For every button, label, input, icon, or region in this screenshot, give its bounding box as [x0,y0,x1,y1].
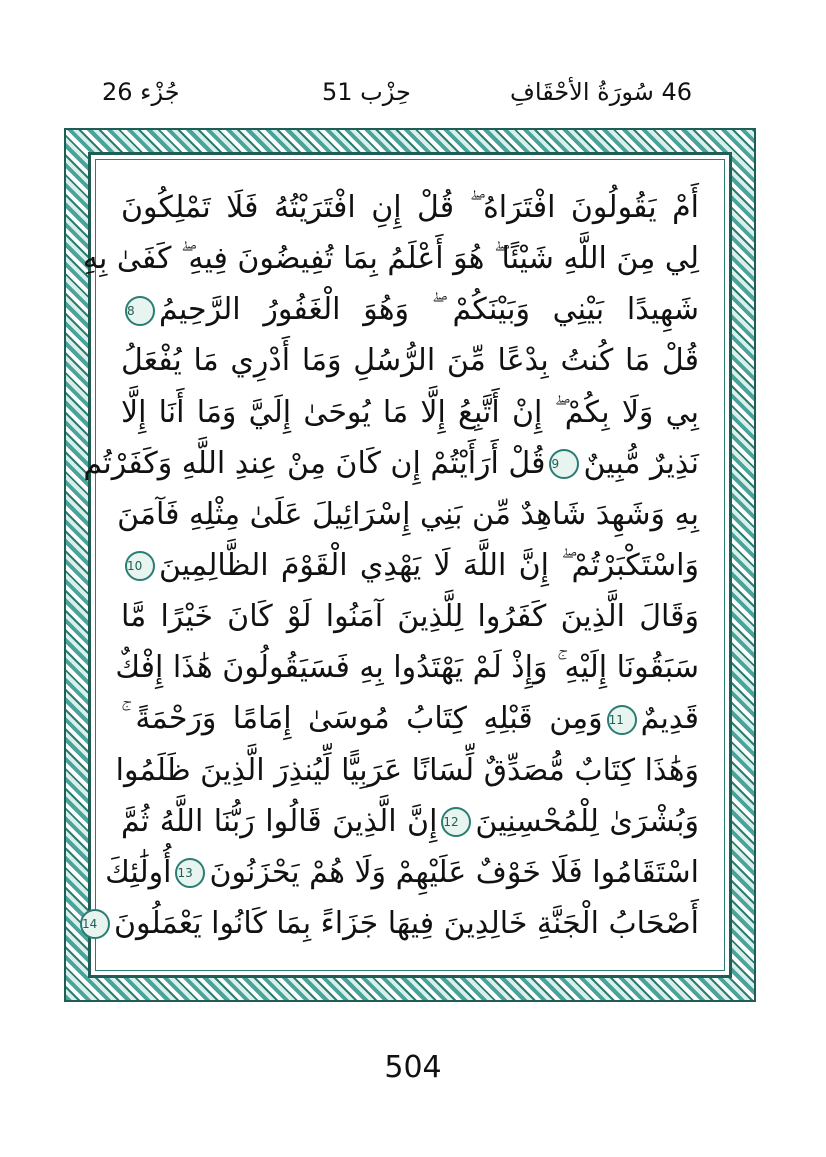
verse-line [81,899,699,949]
verse-line [121,694,699,744]
verse-text-segment: أَمْ يَقُولُونَ افْتَرَاهُ ۖ قُلْ إِنِ افْتَرَيْتُهُ فَلَا تَمْلِكُونَ [121,190,699,225]
verse-line [115,643,699,693]
verse-line [121,336,699,386]
juz-label: جُزْء 26 [102,78,180,106]
verse-line [115,746,699,796]
ayah-number-marker: 10 [125,551,155,581]
verse-text [81,183,700,949]
ayah-number-marker: 8 [125,296,155,326]
verse-text-segment: قُلْ مَا كُنتُ بِدْعًا مِّنَ الرُّسُلِ وَمَا أَدْرِي مَا يُفْعَلُ [121,343,699,379]
ayah-number-marker: 9 [549,449,579,479]
page-header [0,78,826,118]
verse-line [121,388,699,438]
verse-text-segment: لِي مِنَ اللَّهِ شَيْئًا ۖ هُوَ أَعْلَمُ بِمَا تُفِيضُونَ فِيهِ ۖ كَفَىٰ بِهِ [82,241,699,277]
verse-line [121,797,699,847]
text-panel [81,152,732,978]
surah-label: 46 سُورَةُ الأحْقَافِ [510,78,692,106]
verse-text-segment: وَقَالَ الَّذِينَ كَفَرُوا لِلَّذِينَ آمَنُوا لَوْ كَانَ خَيْرًا مَّا [121,599,699,635]
ayah-number-marker: 13 [175,858,205,888]
hizb-label: حِزْب 51 [322,78,411,106]
verse-line [83,439,699,489]
ayah-number-marker: 14 [80,909,110,939]
verse-text-segment: قُلْ أَرَأَيْتُمْ إِن كَانَ مِنْ عِندِ اللَّهِ وَكَفَرْتُم [83,445,546,481]
verse-line [105,848,699,898]
verse-line [82,234,699,284]
verse-text-segment: اسْتَقَامُوا فَلَا خَوْفٌ عَلَيْهِمْ وَلَا هُمْ يَحْزَنُونَ [209,854,699,890]
ayah-number-marker: 11 [607,705,637,735]
verse-text-segment: سَبَقُونَا إِلَيْهِ ۚ وَإِذْ لَمْ يَهْتَدُوا بِهِ فَسَيَقُولُونَ هَٰذَا إِفْكٌ [115,650,699,686]
page-number: 504 [384,1050,442,1085]
ornamental-frame [64,128,756,1002]
verse-text-segment: أُولَٰئِكَ [105,854,172,890]
verse-line [121,541,699,591]
verse-line [117,490,699,540]
verse-text-segment: قَدِيمٌ [640,701,699,737]
verse-line [121,183,699,233]
verse-line [121,592,699,642]
verse-line [121,285,699,335]
verse-text-segment: وَمِن قَبْلِهِ كِتَابُ مُوسَىٰ إِمَامًا وَرَحْمَةً ۚ [121,701,603,737]
verse-text-segment: أَصْحَابُ الْجَنَّةِ خَالِدِينَ فِيهَا جَزَاءً بِمَا كَانُوا يَعْمَلُونَ [113,905,699,941]
ayah-number-marker: 12 [441,807,471,837]
verse-text-segment: إِنَّ الَّذِينَ قَالُوا رَبُّنَا اللَّهُ ثُمَّ [121,803,438,839]
verse-text-segment: شَهِيدًا بَيْنِي وَبَيْنَكُمْ ۖ وَهُوَ الْغَفُورُ الرَّحِيمُ [159,292,699,328]
verse-text-segment: وَبُشْرَىٰ لِلْمُحْسِنِينَ [475,803,700,839]
verse-text-segment: بِهِ وَشَهِدَ شَاهِدٌ مِّن بَنِي إِسْرَائِيلَ عَلَىٰ مِثْلِهِ فَآمَنَ [117,496,699,532]
verse-text-segment: نَذِيرٌ مُّبِينٌ [583,445,699,481]
verse-text-segment: بِي وَلَا بِكُمْ ۖ إِنْ أَتَّبِعُ إِلَّا مَا يُوحَىٰ إِلَيَّ وَمَا أَنَا إِلَّا [121,394,699,430]
verse-text-segment: وَهَٰذَا كِتَابٌ مُّصَدِّقٌ لِّسَانًا عَرَبِيًّا لِّيُنذِرَ الَّذِينَ ظَلَمُوا [115,752,699,788]
verse-text-segment: وَاسْتَكْبَرْتُمْ ۖ إِنَّ اللَّهَ لَا يَهْدِي الْقَوْمَ الظَّالِمِينَ [159,547,699,583]
